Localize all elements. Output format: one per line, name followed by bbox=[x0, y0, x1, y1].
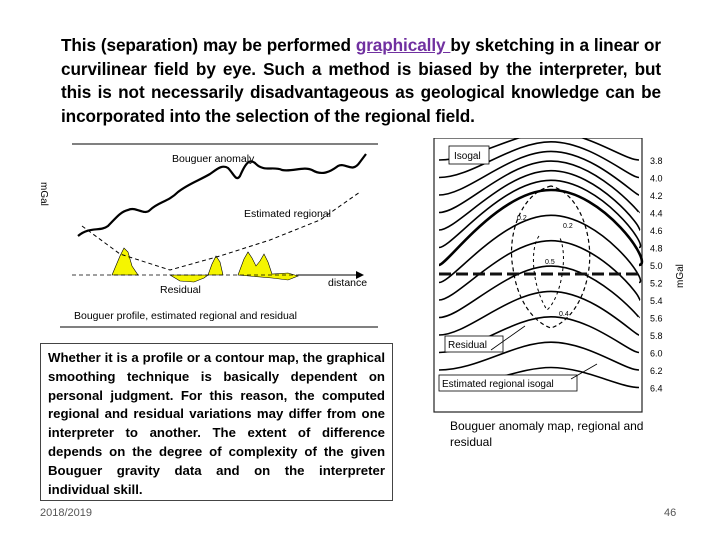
inner-value-label: 0.2 bbox=[563, 223, 573, 230]
residual-map-label: Residual bbox=[448, 340, 487, 351]
map-graphic bbox=[421, 138, 698, 416]
contour-value-label: 4.8 bbox=[650, 243, 663, 254]
distance-label: distance bbox=[328, 277, 368, 289]
regional-isogal-label: Estimated regional isogal bbox=[442, 379, 554, 390]
contour-value-label: 5.6 bbox=[650, 313, 663, 324]
bouguer-anomaly-label: Bouguer anomaly bbox=[172, 153, 255, 165]
contour-value-labels bbox=[650, 156, 663, 394]
contour-value-label: 4.4 bbox=[650, 208, 663, 219]
bouguer-profile-figure bbox=[60, 140, 380, 330]
contour-value-label: 4.0 bbox=[650, 173, 663, 184]
inner-value-label: 0.4 bbox=[559, 311, 569, 318]
inner-value-label: 0.5 bbox=[545, 259, 555, 266]
intro-paragraph bbox=[61, 34, 661, 128]
contour-value-label: 3.8 bbox=[650, 156, 663, 166]
intro-text-start: This (separation) may be performed bbox=[61, 35, 356, 55]
residual-area bbox=[238, 252, 298, 280]
contour-value-label: 4.2 bbox=[650, 191, 663, 201]
footer-date: 2018/2019 bbox=[40, 507, 92, 519]
contour-value-label: 6.2 bbox=[650, 366, 663, 376]
graphically-link[interactable]: graphically bbox=[355, 35, 451, 55]
profile-caption: Bouguer profile, estimated regional and residual bbox=[74, 310, 297, 322]
bouguer-contour-map bbox=[421, 138, 698, 416]
intro-text-end: by sketching in a linear or curvilinear field by eye. Such a method is biased by the interpreter, but this is not necessarily disadvantageous as geological knowledge can be incorporated into the selection of the regional field. bbox=[61, 35, 662, 126]
residual-area bbox=[170, 275, 208, 282]
map-unit-label: mGal bbox=[675, 264, 686, 288]
estimated-regional-label: Estimated regional bbox=[244, 208, 331, 220]
profile-graphic bbox=[60, 140, 380, 330]
contour-value-label: 5.0 bbox=[650, 261, 663, 271]
profile-y-axis-label: mGal bbox=[38, 182, 49, 206]
bouguer-anomaly-curve bbox=[78, 154, 366, 236]
contour-value-label: 6.4 bbox=[650, 383, 663, 394]
explanation-textbox: Whether it is a profile or a contour map, the graphical smoothing technique is basically dependent on personal judgment. For this reason, the computed regional and residual variations may differ from one interpreter to another. The extent of difference depends on the degree of complexity of the given Bouguer gravity data and on the interpreter individual skill. bbox=[40, 343, 393, 501]
contour-value-label: 4.6 bbox=[650, 226, 663, 236]
page-number: 46 bbox=[664, 507, 677, 519]
contour-value-label: 5.8 bbox=[650, 331, 663, 341]
contour-value-label: 6.0 bbox=[650, 348, 663, 359]
residual-area bbox=[112, 248, 138, 275]
isogal-label: Isogal bbox=[454, 151, 481, 162]
map-caption: Bouguer anomaly map, regional and residual bbox=[450, 419, 644, 449]
contour-value-label: 5.2 bbox=[650, 278, 663, 289]
contour-value-label: 5.4 bbox=[650, 296, 663, 306]
residual-label: Residual bbox=[160, 284, 201, 296]
inner-value-label: 0.2 bbox=[517, 215, 527, 222]
